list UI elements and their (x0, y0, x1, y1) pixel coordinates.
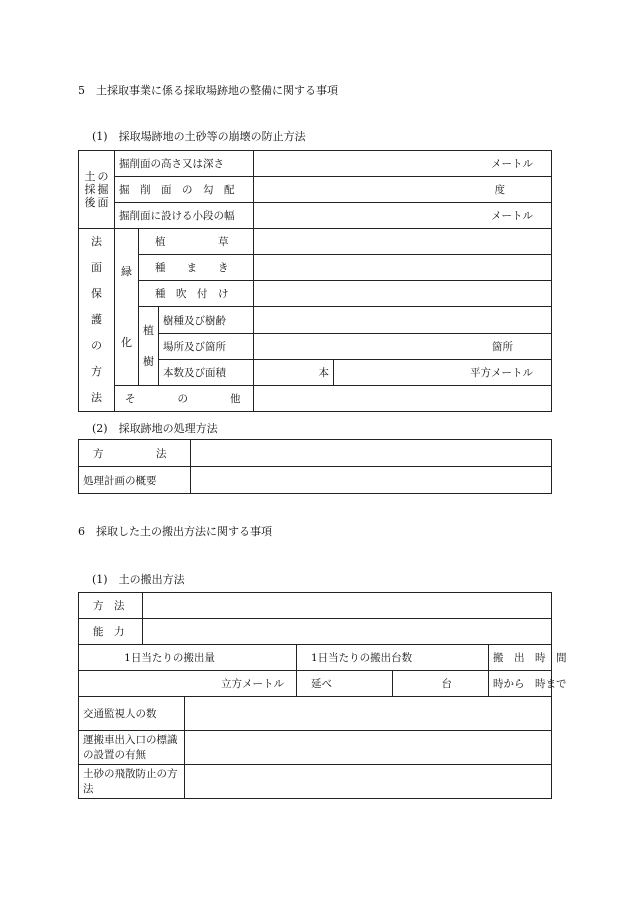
traffic-guard-label: 交通監視人の数 (79, 697, 185, 731)
collapse-prevention-table (78, 150, 552, 412)
transport-method-value (143, 593, 552, 619)
greening-row-seeding: 種 ま き (139, 255, 254, 281)
row-label-height: 掘削面の高さ又は深さ (115, 151, 254, 177)
dust-prevention-value (185, 765, 552, 799)
header-daily-trucks: 1日当たりの搬出台数 (297, 645, 489, 671)
planting-label: 植 樹 (139, 307, 159, 386)
dust-prevention-label: 土砂の飛散防止の方法 (79, 765, 185, 799)
value-daily-trucks-prefix: 延べ (297, 671, 393, 697)
treatment-method-label: 方 法 (79, 440, 191, 467)
row-unit-bench: メートル (254, 203, 552, 229)
greening-row-spray: 種 吹 付 け (139, 281, 254, 307)
header-transport-hours: 搬 出 時 間 (489, 645, 552, 671)
treatment-plan-value (191, 467, 552, 494)
transport-capacity-value (143, 619, 552, 645)
site-treatment-table (78, 439, 552, 494)
header-daily-volume: 1日当たりの搬出量 (79, 645, 297, 671)
entrance-sign-value (185, 731, 552, 765)
planting-unit-area: 平方メートル (334, 360, 552, 386)
transport-capacity-label: 能 力 (79, 619, 143, 645)
row-label-slope: 掘 削 面 の 勾 配 (115, 177, 254, 203)
section6-1-heading: (1) 土の搬出方法 (92, 573, 185, 586)
treatment-plan-label: 処理計画の概要 (79, 467, 191, 494)
greening-row-grass: 植 草 (139, 229, 254, 255)
planting-row-location: 場所及び箇所 (159, 334, 254, 360)
section5-2-heading: (2) 採取跡地の処理方法 (92, 422, 218, 435)
treatment-method-value (191, 440, 552, 467)
other-label: そ の 他 (115, 386, 254, 412)
section6-heading: 6 採取した土の搬出方法に関する事項 (78, 525, 272, 538)
row-unit-height: メートル (254, 151, 552, 177)
row-label-bench: 掘削面に設ける小段の幅 (115, 203, 254, 229)
value-transport-hours: 時から 時まで (489, 671, 552, 697)
slope-protection-label: 法 面 保 護 の 方 法 (79, 229, 115, 412)
greening-label: 緑 化 (115, 229, 139, 386)
transport-method-label: 方 法 (79, 593, 143, 619)
greening-value-grass (254, 229, 552, 255)
planting-unit-count: 本 (254, 360, 334, 386)
value-daily-volume-unit: 立方メートル (79, 671, 297, 697)
planting-row-count: 本数及び面積 (159, 360, 254, 386)
row-unit-slope: 度 (254, 177, 552, 203)
planting-row-species: 樹種及び樹齢 (159, 307, 254, 334)
section5-heading: 5 土採取事業に係る採取場跡地の整備に関する事項 (78, 84, 338, 97)
traffic-guard-value (185, 697, 552, 731)
section5-1-heading: (1) 採取場跡地の土砂等の崩壊の防止方法 (92, 130, 306, 143)
planting-unit-location: 箇所 (254, 334, 552, 360)
planting-value-species (254, 307, 552, 334)
soil-transport-table (78, 592, 567, 799)
greening-value-spray (254, 281, 552, 307)
entrance-sign-label: 運搬車出入口の標識の設置の有無 (79, 731, 185, 765)
greening-value-seeding (254, 255, 552, 281)
excavation-group-label: 土 採 後 の 掘 面 (79, 151, 115, 229)
value-daily-trucks-unit: 台 (393, 671, 489, 697)
other-value (254, 386, 552, 412)
